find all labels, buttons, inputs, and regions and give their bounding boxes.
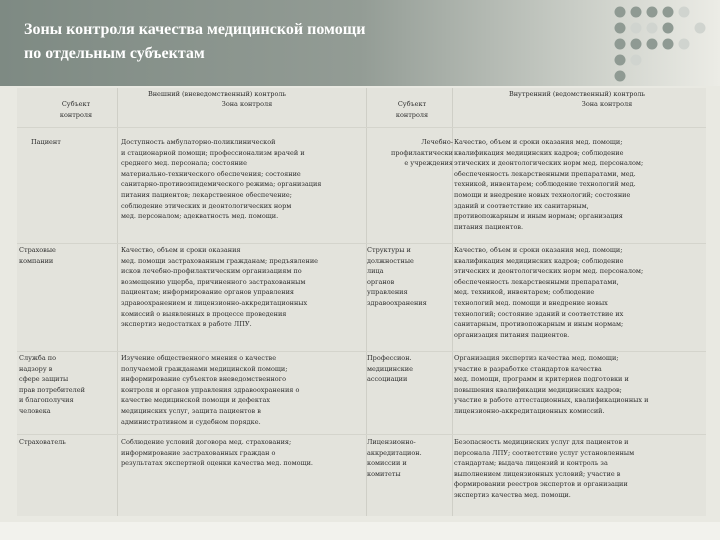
row-divider (17, 351, 706, 352)
row-internal-subject: Лицензионно- аккредитацион. комиссии и комитеты (367, 438, 422, 478)
row-subject: Пациент (31, 138, 61, 146)
row-internal-zone: Безопасность медицинских услуг для пациентов и персонала ЛПУ; соответствие услуг установленным стандартам; выдача лицензий и контроль за выполнением лицензионных условий; участие в формировании реестров экспертов и организации экспертиз качества мед. помощи. (454, 438, 635, 499)
row-subject: Служба по надзору в сфере защиты прав потребителей и благополучия человека (19, 354, 85, 415)
row-divider (17, 243, 706, 244)
row-divider (17, 127, 706, 128)
internal-subject-header: Субъект контроля (395, 100, 429, 119)
row-external-zone: Качество, объем и сроки оказания мед. помощи застрахованным гражданам; предъявление исков лечебно-профилактическим организациям по возмещению ущерба, причиненного застрахованным пациентам; информирование органов управления здравоохранением и лицензионно-аккредитационных комиссий о выявленных в процессе проведения экспертиз недостатках в работе ЛПУ. (121, 246, 319, 329)
row-subject: Страховые компании (19, 246, 56, 265)
row-external-zone: Доступность амбулаторно-поликлинической и стационарной помощи; профессионализм врачей и среднего мед. персонала; состояние материально-технического обеспечения; состояние санитарно-противоэпидемического режима; организация питания пациентов; лекарственное обеспечение; соблюдение этических и деонтологических норм мед. персоналом; адекватность мед. помощи. (121, 138, 322, 221)
decorative-dots (600, 4, 716, 84)
row-external-zone: Изучение общественного мнения о качестве получаемой гражданами медицинской помощи; информирование субъектов вневедомственного контроля и органов управления здравоохранения о качестве медицинской помощи и дефектах медицинских услуг, защита пациентов в административном и судебном порядке. (121, 354, 300, 426)
external-control-header: Внешний (вневедомственный) контроль (147, 90, 287, 98)
footer-strip (0, 522, 720, 540)
row-internal-subject: Профессион. медицинские ассоциации (367, 354, 413, 384)
row-internal-subject: Структуры и должностные лица органов управления здравоохранения (367, 246, 427, 307)
row-divider (17, 434, 706, 435)
row-subject: Страхователь (19, 438, 66, 446)
row-internal-zone: Качество, объем и сроки оказания мед. помощи; квалификация медицинских кадров; соблюдение этических и деонтологических норм мед. персоналом; обеспеченность лекарственными препаратами, мед. техникой, инвентарем; соблюдение технологий мед. помощи и внедрение новых технологий; состояние зданий и соответствие их санитарным, противопожарным и иным нормам; организация питания пациентов. (454, 246, 644, 339)
internal-zone-header: Зона контроля (581, 100, 633, 108)
external-zone-header: Зона контроля (221, 100, 273, 108)
slide-title: Зоны контроля качества медицинской помощи по отдельным субъектам (24, 21, 366, 62)
internal-control-header: Внутренний (ведомственный) контроль (508, 90, 646, 98)
control-zones-table (17, 88, 706, 516)
row-internal-zone: Качество, объем и сроки оказания мед. помощи; квалификация медицинских кадров; соблюдение этических и деонтологических норм мед. персоналом; обеспеченность лекарственными препаратами, мед. техникой, инвентарем; соблюдение технологий мед. помощи и внедрение новых технологий; состояние зданий и соответствие их санитарным, противопожарным и иным нормам; организация питания пациентов. (454, 138, 644, 231)
subject-header: Субъект контроля (59, 100, 93, 119)
row-external-zone: Соблюдение условий договора мед. страхования; информирование застрахованных граждан о результатах экспертной оценки качества мед. помощи. (121, 438, 313, 468)
row-internal-subject: Лечебно- профилактически е учреждения (390, 138, 453, 168)
col-divider (117, 88, 118, 516)
row-internal-zone: Организация экспертиз качества мед. помощи; участие в разработке стандартов качества мед. помощи, программ и критериев подготовки и повышения квалификации медицинских кадров; участие в работе аттестационных, квалификационных и лицензионно-аккредитационных комиссий. (454, 354, 649, 415)
